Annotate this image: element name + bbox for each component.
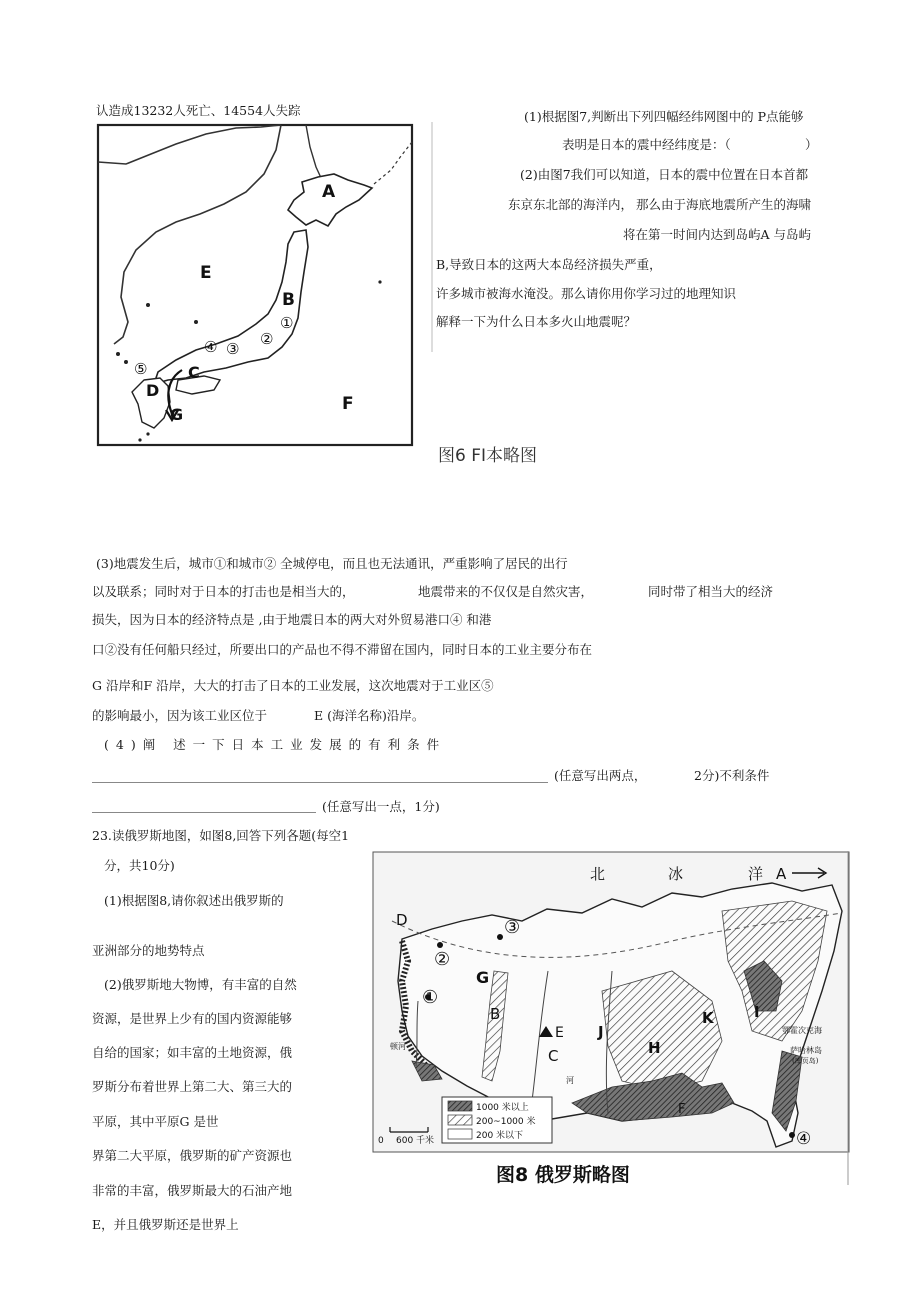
- q1-line2: 表明是日本的震中经纬度是：（: [562, 137, 731, 152]
- q3-line6b: E (海洋名称)沿岸。: [314, 708, 425, 723]
- ocean-char-3: 洋: [748, 865, 764, 883]
- ocean-char-2: 冰: [668, 865, 684, 883]
- label-B: B: [282, 290, 295, 310]
- q23-line11: 非常的丰富，俄罗斯最大的石油产地: [92, 1183, 293, 1198]
- label-G: G: [170, 405, 184, 424]
- q4-line2a: (任意写出两点，: [554, 768, 647, 783]
- q23-line1: 23.读俄罗斯地图，如图8,回答下列各题(每空1: [92, 828, 350, 843]
- label-A: A: [322, 182, 336, 202]
- q4-answer-blank-2[interactable]: [92, 812, 316, 813]
- marker-1: ①: [280, 314, 294, 332]
- label-D: D: [146, 381, 160, 400]
- q23-line3: (1)根据图8,请你叙述出俄罗斯的: [104, 893, 284, 908]
- intro-line: 认造成13232人死亡、14554人失踪: [96, 103, 301, 118]
- q3-line2c: 同时带了相当大的经济: [648, 584, 774, 599]
- label-J: J: [598, 1023, 604, 1041]
- q1-line2-end: ）: [805, 137, 818, 152]
- q2-line4: B,导致日本的这两大本岛经济损失严重，: [436, 257, 662, 272]
- q2-line6: 解释一下为什么日本多火山地震呢？: [436, 314, 637, 329]
- marker-5: ⑤: [134, 360, 148, 378]
- q2-line2b: 那么由于海底地震所产生的海啸: [636, 197, 812, 212]
- legend-2: 200~1000 米: [476, 1117, 536, 1127]
- label-B: B: [490, 1005, 501, 1023]
- label-G: G: [476, 968, 490, 987]
- q3-line2b: 地震带来的不仅仅是自然灾害，: [418, 584, 594, 599]
- label-F: F: [342, 394, 354, 414]
- sea-label: 鄂霍次克海: [782, 1026, 822, 1035]
- river-label-2: 河: [566, 1076, 574, 1085]
- marker-4: ④: [204, 338, 218, 356]
- q23-line6: 资源，是世界上少有的国内资源能够: [92, 1011, 293, 1026]
- q4-line2b: 2分)不利条件: [694, 768, 770, 783]
- q23-line4: 亚洲部分的地势特点: [92, 943, 205, 958]
- q3-line4: 口②没有任何船只经过，所要出口的产品也不得不滞留在国内，同时日本的工业主要分布在: [92, 642, 593, 657]
- q3-line5: G 沿岸和F 沿岸，大大的打击了日本的工业发展，这次地震对于工业区⑤: [92, 678, 494, 693]
- q23-line2: 分，共10分): [104, 858, 175, 873]
- label-I: I: [754, 1003, 760, 1021]
- island-label: 萨哈林岛: [790, 1046, 822, 1055]
- marker-2: ②: [434, 949, 451, 970]
- russia-map: [372, 851, 850, 1187]
- q4-answer-blank-1[interactable]: [92, 782, 548, 783]
- q23-line9: 平原，其中平原G 是世: [92, 1114, 219, 1129]
- scale-zero: 0: [378, 1136, 384, 1146]
- q23-line12: E，并且俄罗斯还是世界上: [92, 1217, 239, 1232]
- marker-3: ③: [226, 340, 240, 358]
- q3-line2a: 以及联系；同时对于日本的打击也是相当大的，: [92, 584, 355, 599]
- label-E: E: [200, 263, 212, 283]
- q4-line1: (4)阐 述一下日本工业发展的有利条件: [104, 737, 447, 752]
- legend-3: 200 米以下: [476, 1131, 524, 1141]
- label-H: H: [648, 1039, 661, 1057]
- japan-map: [96, 122, 434, 452]
- q23-line5: (2)俄罗斯地大物博，有丰富的自然: [104, 977, 297, 992]
- scale-label: 600 千米: [396, 1136, 435, 1146]
- arrow-label-A: A: [776, 865, 787, 883]
- island-sublabel: (库页岛): [792, 1057, 819, 1065]
- marker-3: ③: [504, 917, 521, 938]
- q23-line7: 自给的国家；如丰富的土地资源，俄: [92, 1045, 293, 1060]
- river-label-1: 顿河: [390, 1042, 406, 1051]
- ocean-char-1: 北: [590, 865, 606, 883]
- marker-4: ④: [796, 1129, 812, 1149]
- q2-line3: 将在第一时间内达到岛屿A 与岛屿: [623, 227, 812, 242]
- label-C: C: [548, 1047, 559, 1065]
- q2-line2a: 东京东北部的海洋内，: [508, 197, 634, 212]
- label-E: E: [555, 1025, 564, 1041]
- marker-2: ②: [260, 330, 274, 348]
- q3-line3: 损失，因为日本的经济特点是 ,由于地震日本的两大对外贸易港口④ 和港: [92, 612, 492, 627]
- q1-line1: (1)根据图7,判断出下列四幅经纬网图中的 P点能够: [524, 109, 804, 124]
- fig8-caption: 图8 俄罗斯略图: [496, 1164, 630, 1186]
- q23-line8: 罗斯分布着世界上第二大、第三大的: [92, 1079, 293, 1094]
- legend-1: 1000 米以上: [476, 1103, 529, 1113]
- q2-line1: (2)由图7我们可以知道，日本的震中位置在日本首都: [520, 167, 809, 182]
- q2-line5: 许多城市被海水淹没。那么请你用你学习过的地理知识: [436, 286, 737, 301]
- q4-line3: (任意写出一点，1分): [322, 799, 440, 814]
- marker-1: ①: [422, 987, 439, 1008]
- fig6-caption: 图6 FI本略图: [438, 446, 538, 466]
- label-C: C: [188, 363, 200, 382]
- label-K: K: [702, 1009, 714, 1027]
- q3-line1: (3)地震发生后，城市①和城市② 全城停电，而且也无法通讯，严重影响了居民的出行: [96, 556, 568, 571]
- q3-line6a: 的影响最小，因为该工业区位于: [92, 708, 268, 723]
- label-F: F: [678, 1102, 686, 1117]
- label-D: D: [396, 911, 408, 929]
- q23-line10: 界第二大平原，俄罗斯的矿产资源也: [92, 1148, 293, 1163]
